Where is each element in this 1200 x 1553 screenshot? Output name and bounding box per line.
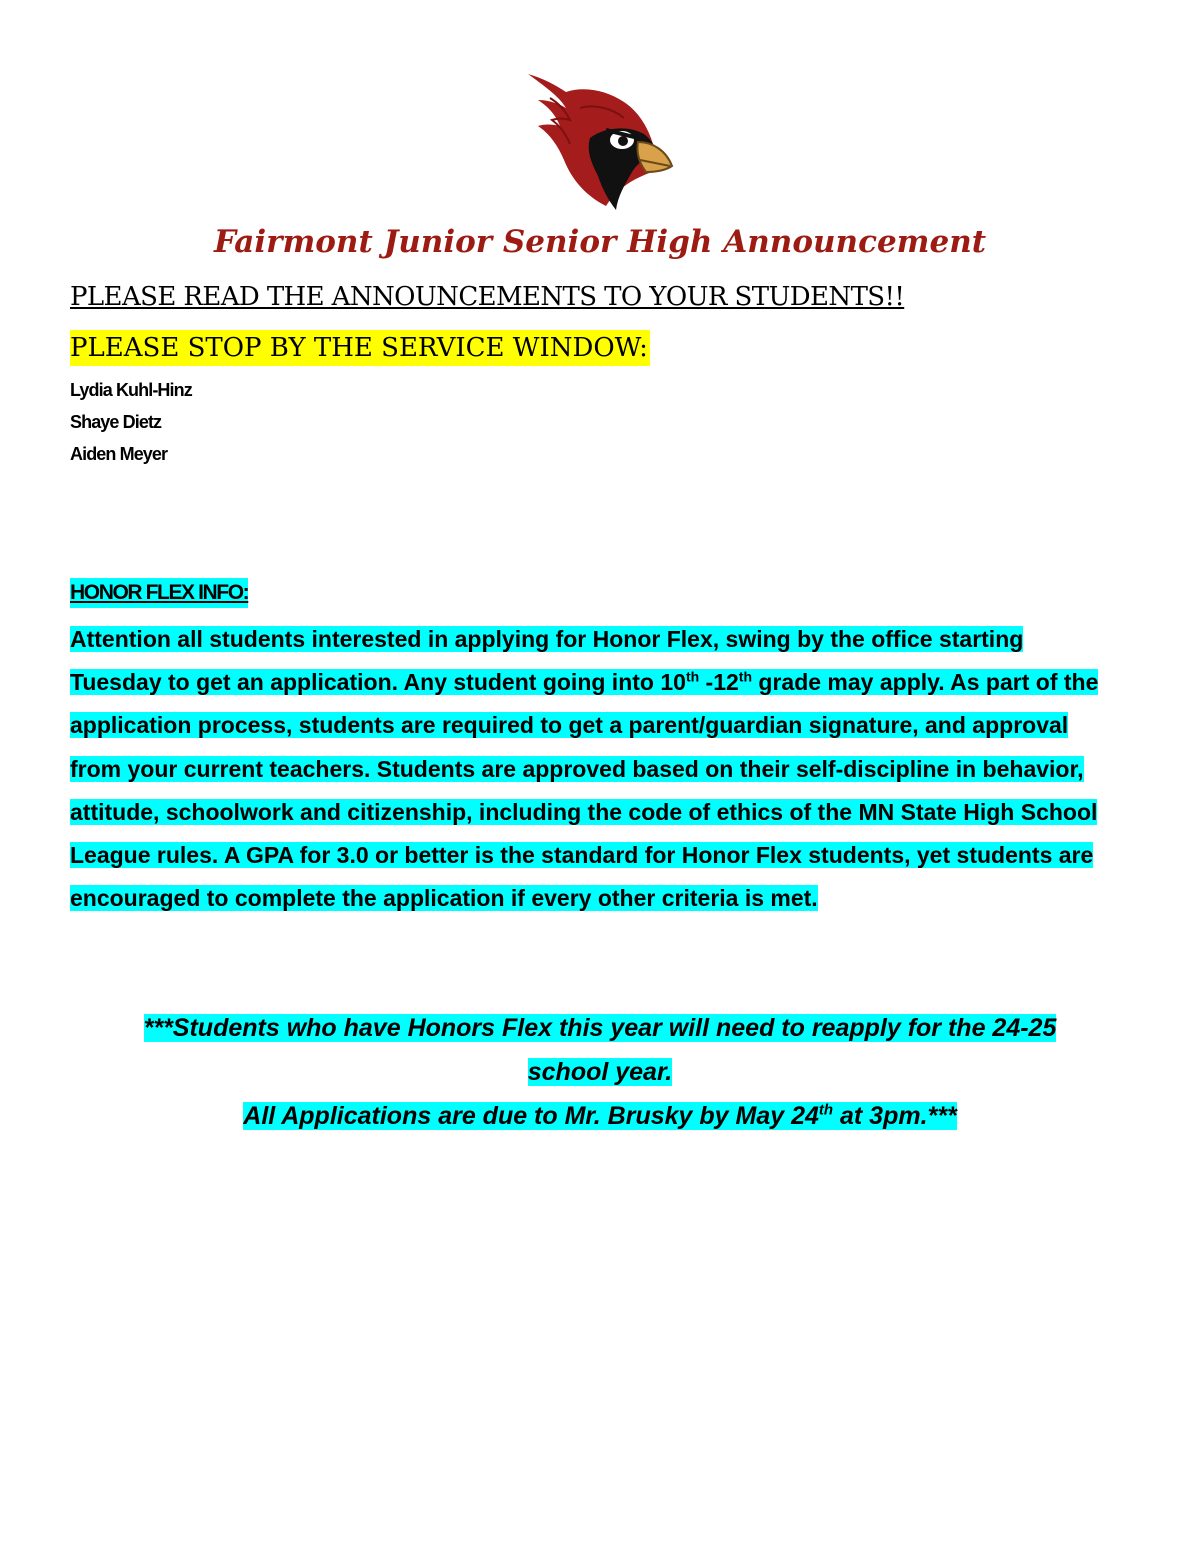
honor-flex-heading: HONOR FLEX INFO: bbox=[70, 578, 248, 608]
student-name: Lydia Kuhl-Hinz bbox=[70, 380, 192, 400]
service-window-heading: PLEASE STOP BY THE SERVICE WINDOW: bbox=[70, 330, 650, 366]
honor-flex-body bbox=[70, 618, 1120, 920]
reapply-notice bbox=[100, 1006, 1100, 1138]
due-date-line bbox=[243, 1102, 956, 1130]
honor-flex-body-part1: Attention all students interested in applying for Honor Flex, swing by the office starting Tuesday to get an application. Any student going into 10 bbox=[70, 626, 1024, 696]
superscript-th: th bbox=[685, 668, 700, 685]
cardinal-head-icon bbox=[520, 68, 680, 210]
service-window-names-list bbox=[70, 374, 192, 470]
read-announcements-notice: PLEASE READ THE ANNOUNCEMENTS TO YOUR STUDENTS!! bbox=[70, 282, 905, 312]
grade-range-dash: -12 bbox=[699, 669, 739, 696]
page-title: Fairmont Junior Senior High Announcement bbox=[213, 224, 987, 260]
honor-flex-body-highlight bbox=[70, 626, 1098, 911]
due-date-text-b: at 3pm.*** bbox=[833, 1102, 957, 1130]
student-name: Shaye Dietz bbox=[70, 412, 162, 432]
superscript-th: th bbox=[818, 1101, 834, 1119]
student-name: Aiden Meyer bbox=[70, 444, 168, 464]
honor-flex-body-part2: grade may apply. As part of the application process, students are required to get a parent/guardian signature, and approval from your current teachers. Students are approved based on their self-discipline in behavior, attitude, schoolwork and citizenship, including the code of ethics of the MN State High School League rules. A GPA for 3.0 or better is the standard for Honor Flex students, yet students are encouraged to complete the application if every other criteria is met. bbox=[70, 669, 1099, 912]
superscript-th: th bbox=[738, 668, 753, 685]
reapply-notice-line1: ***Students who have Honors Flex this year will need to reapply for the 24-25 school year. bbox=[143, 1014, 1057, 1086]
due-date-text-a: All Applications are due to Mr. Brusky by May 24 bbox=[243, 1102, 819, 1130]
